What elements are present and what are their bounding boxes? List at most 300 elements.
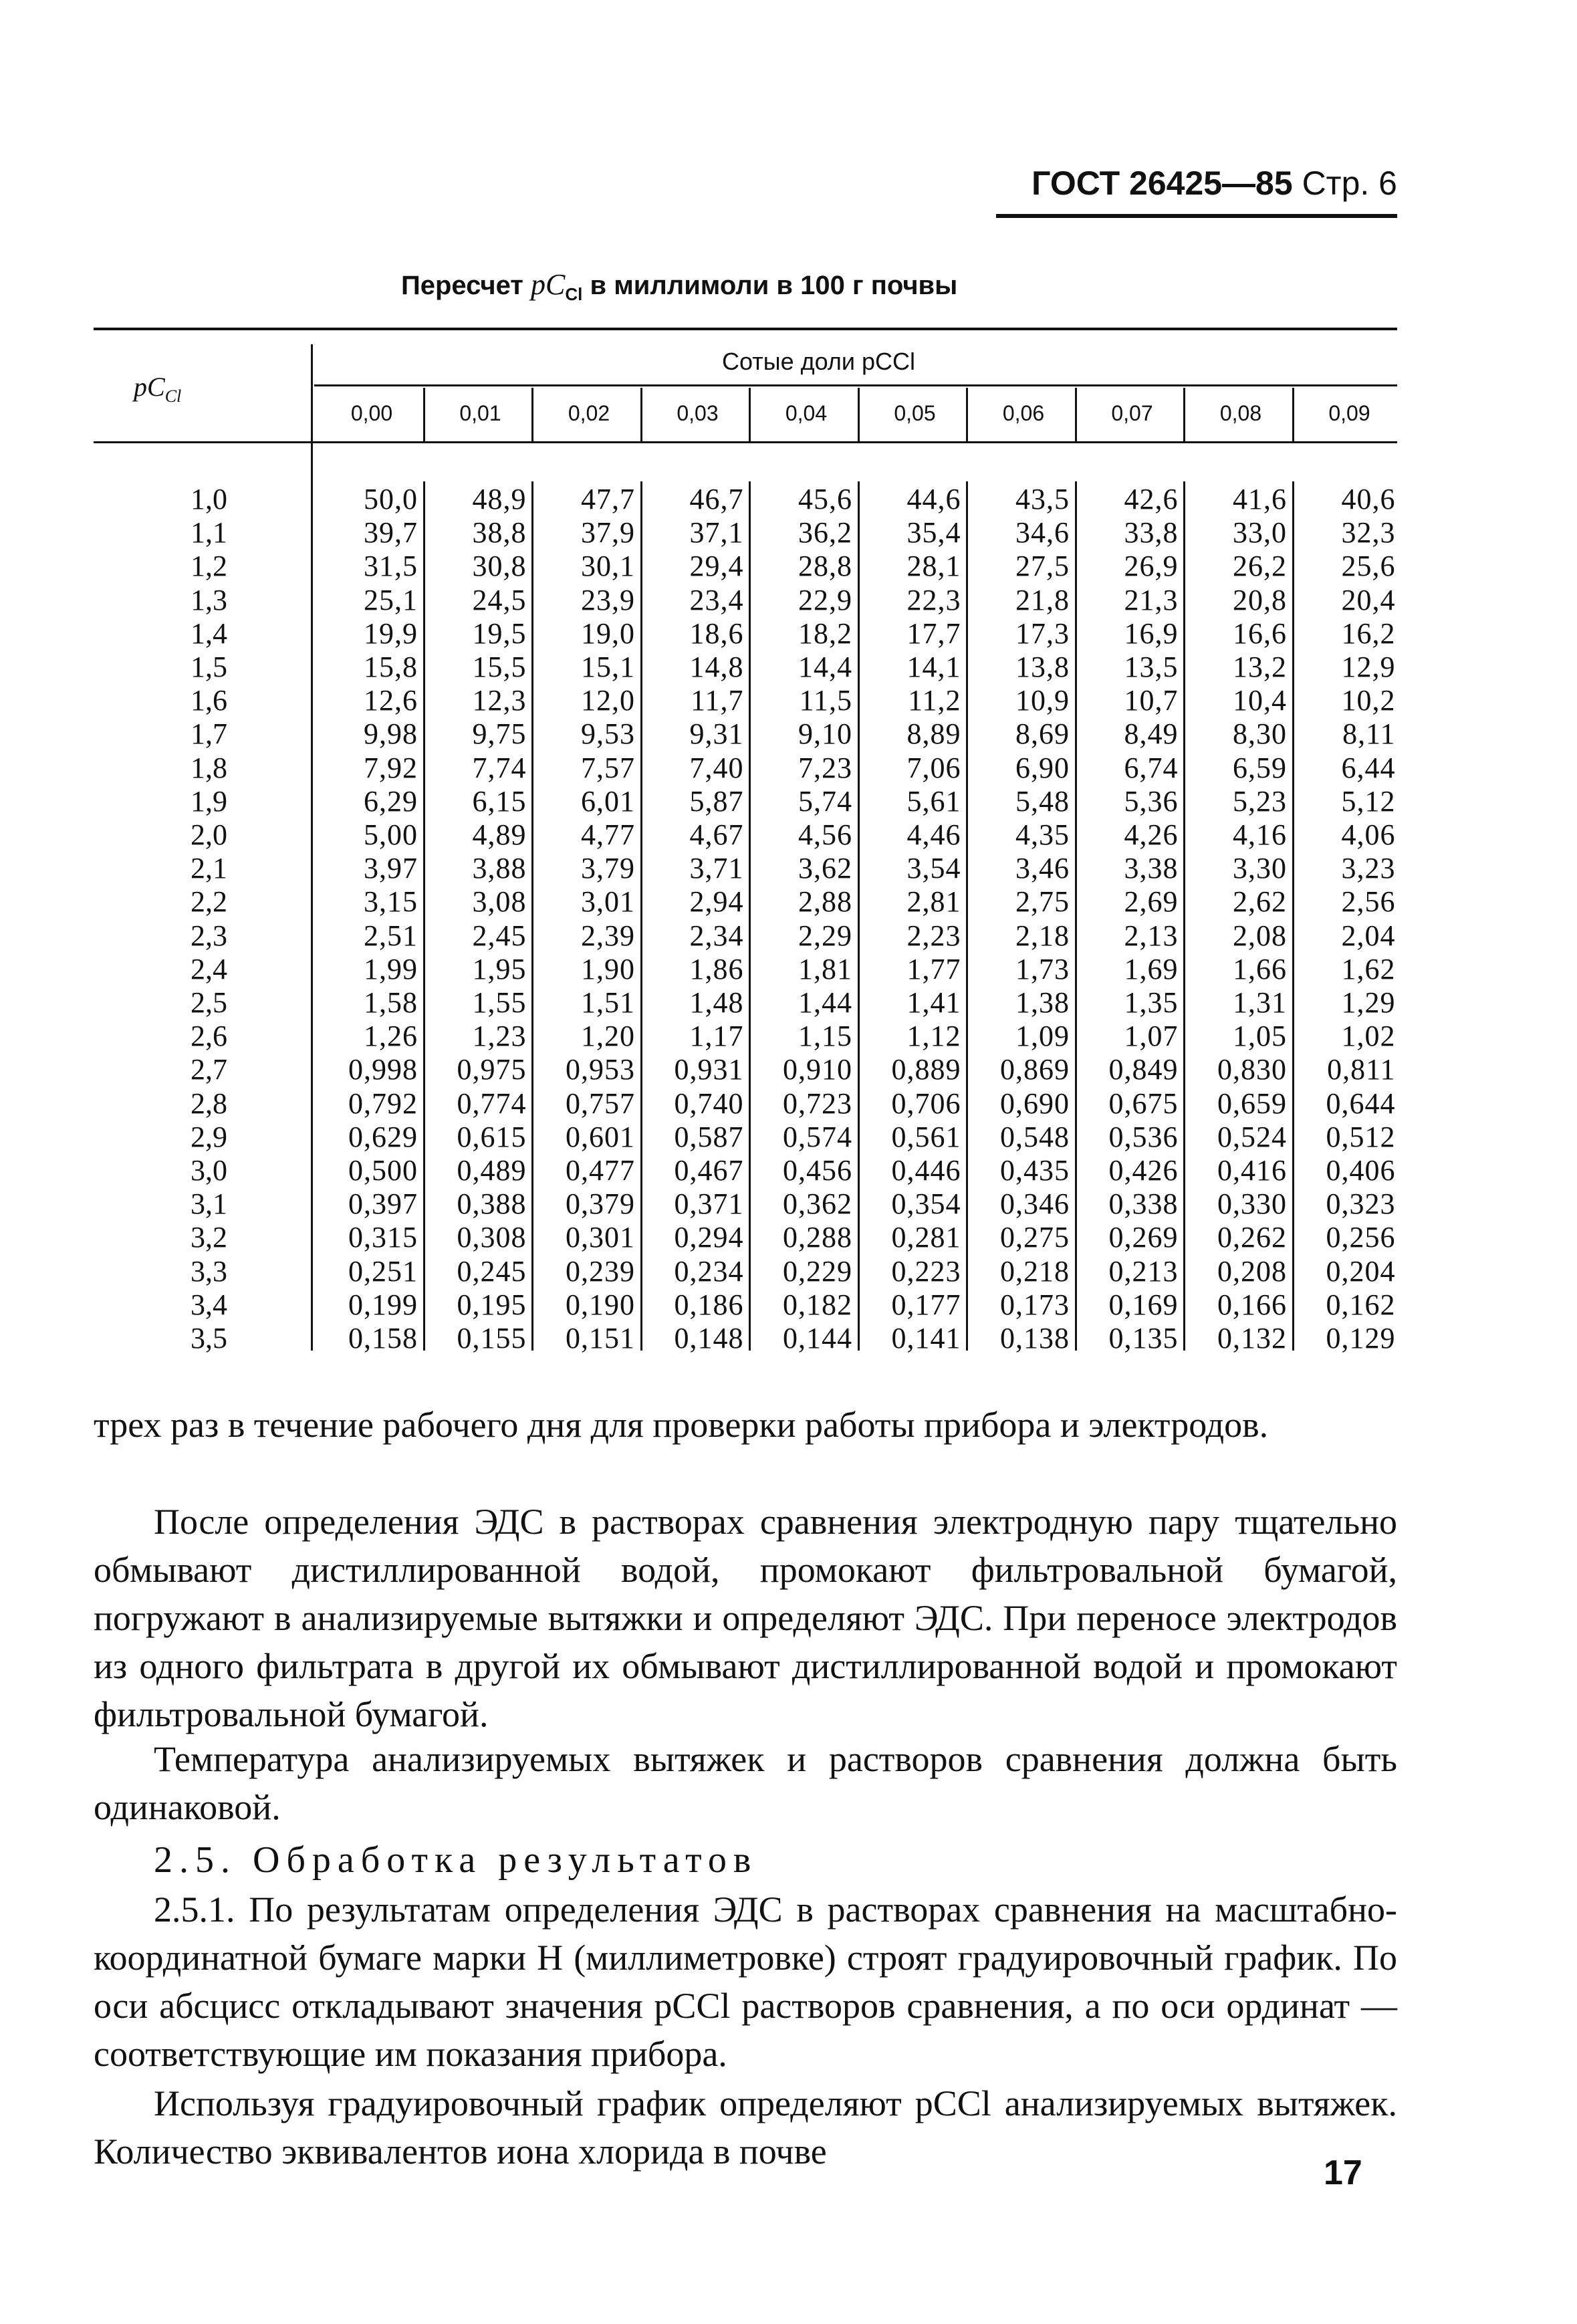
table-cell: 18,2 — [798, 616, 852, 650]
row-label: 1,1 — [191, 516, 227, 550]
table-cell: 0,239 — [566, 1254, 635, 1288]
table-cell: 0,931 — [674, 1053, 744, 1086]
table-cell: 5,36 — [1124, 784, 1179, 818]
table-cell: 0,830 — [1217, 1053, 1287, 1086]
table-cell: 1,12 — [906, 1020, 961, 1053]
row-label: 3,1 — [191, 1187, 227, 1221]
caption-subscript: Cl — [565, 284, 583, 304]
paragraph-5 — [94, 2079, 1397, 2176]
table-cell: 2,18 — [1015, 919, 1070, 952]
table-cell: 13,2 — [1233, 651, 1287, 683]
table-cell: 3,15 — [364, 885, 418, 919]
table-cell: 1,99 — [364, 952, 418, 985]
caption-variable: pC — [531, 268, 566, 301]
table-cell: 5,87 — [689, 784, 744, 818]
table-cell: 9,98 — [364, 717, 418, 751]
table-cell: 4,46 — [906, 818, 961, 851]
table-cell: 0,129 — [1326, 1322, 1396, 1355]
table-cell: 47,7 — [581, 483, 635, 515]
table-cell: 19,5 — [472, 616, 527, 650]
table-cell: 2,08 — [1233, 919, 1287, 952]
table-cell: 0,388 — [457, 1187, 527, 1221]
table-cell: 0,208 — [1217, 1254, 1287, 1288]
table-cell: 30,1 — [581, 550, 635, 583]
table-cell: 5,48 — [1015, 784, 1070, 818]
table-cell: 0,477 — [566, 1154, 635, 1187]
table-cell: 3,54 — [906, 852, 961, 885]
table-cell: 3,88 — [472, 852, 527, 885]
table-cell: 0,757 — [566, 1086, 635, 1120]
table-cell: 21,8 — [1015, 583, 1070, 616]
table-cell: 5,61 — [906, 784, 961, 818]
table-cell: 0,548 — [1000, 1120, 1070, 1153]
table-cell: 0,512 — [1326, 1120, 1396, 1153]
table-cell: 28,8 — [798, 550, 852, 583]
table-cell: 37,1 — [689, 516, 744, 550]
table-cell: 45,6 — [798, 483, 852, 515]
table-cell: 16,6 — [1233, 616, 1287, 650]
table-cell: 0,173 — [1000, 1288, 1070, 1321]
table-cell: 7,74 — [472, 751, 527, 784]
table-cell: 1,90 — [581, 952, 635, 985]
table-cell: 0,177 — [891, 1288, 961, 1321]
row-label: 1,9 — [191, 784, 227, 818]
table-cell: 36,2 — [798, 516, 852, 550]
table-cell: 12,0 — [581, 684, 635, 717]
row-header — [134, 371, 181, 406]
table-cell: 41,6 — [1233, 483, 1287, 515]
table-cell: 1,07 — [1124, 1020, 1179, 1053]
paragraph-4 — [94, 1885, 1397, 2078]
row-label: 2,3 — [191, 919, 227, 952]
table-top-rule — [94, 328, 1397, 330]
table-cell: 0,262 — [1217, 1221, 1287, 1254]
table-cell: 0,723 — [783, 1086, 852, 1120]
table-cell: 3,08 — [472, 885, 527, 919]
table-cell: 11,7 — [691, 684, 744, 717]
table-cell: 0,199 — [348, 1288, 418, 1321]
table-cell: 0,186 — [674, 1288, 744, 1321]
table-cell: 0,406 — [1326, 1154, 1396, 1187]
table-cell: 17,7 — [906, 616, 961, 650]
row-label: 2,5 — [191, 986, 227, 1019]
row-label: 2,4 — [191, 952, 227, 985]
table-cell: 1,38 — [1015, 986, 1070, 1019]
table-cell: 4,06 — [1341, 818, 1396, 851]
standard-number: ГОСТ 26425—85 — [1032, 164, 1293, 202]
table-cell: 0,998 — [348, 1053, 418, 1086]
table-cell: 0,706 — [891, 1086, 961, 1120]
table-cell: 0,169 — [1108, 1288, 1179, 1321]
table-cell: 16,9 — [1124, 616, 1179, 650]
table-cell: 0,615 — [457, 1120, 527, 1153]
table-cell: 2,88 — [798, 885, 852, 919]
row-label-divider — [311, 344, 313, 1351]
page-number: 17 — [1324, 2154, 1362, 2192]
table-cell: 3,30 — [1233, 852, 1287, 885]
table-cell: 4,67 — [689, 818, 744, 851]
table-cell: 0,162 — [1326, 1288, 1396, 1321]
column-header: 0,02 — [568, 401, 610, 425]
row-label: 2,7 — [191, 1053, 227, 1086]
column-header: 0,07 — [1111, 401, 1153, 425]
table-cell: 6,59 — [1233, 751, 1287, 784]
table-cell: 16,2 — [1341, 616, 1396, 650]
table-cell: 33,0 — [1233, 516, 1287, 550]
row-label: 3,0 — [191, 1154, 227, 1187]
table-cell: 10,4 — [1233, 684, 1287, 717]
table-cell: 30,8 — [472, 550, 527, 583]
table-cell: 1,77 — [906, 952, 961, 985]
paragraph-2-text: После определения ЭДС в растворах сравнения электродную пару тщательно обмывают дистиллированной водой, промокают фильтровальной бумагой, погружают в анализируемые вытяжки и определяют ЭДС. При переносе электродов из одного фильтрата в другой их обмывают дистиллированной водой и промокают фильтровальной бумагой. — [94, 1502, 1397, 1734]
table-cell: 35,4 — [906, 516, 961, 550]
table-cell: 2,13 — [1124, 919, 1179, 952]
table-cell: 4,16 — [1233, 818, 1287, 851]
table-cell: 1,02 — [1341, 1020, 1396, 1053]
table-cell: 3,01 — [581, 885, 635, 919]
table-cell: 2,62 — [1233, 885, 1287, 919]
table-cell: 2,04 — [1341, 919, 1396, 952]
table-cell: 1,17 — [689, 1020, 744, 1053]
table-cell: 27,5 — [1015, 550, 1070, 583]
table-cell: 12,9 — [1341, 651, 1396, 683]
table-cell: 22,9 — [798, 583, 852, 616]
table-cell: 0,416 — [1217, 1154, 1287, 1187]
row-label: 1,6 — [191, 684, 227, 717]
table-cell: 8,89 — [906, 717, 961, 751]
row-label: 2,9 — [191, 1120, 227, 1153]
table-cell: 2,29 — [798, 919, 852, 952]
table-cell: 0,397 — [348, 1187, 418, 1221]
table-cell: 1,09 — [1015, 1020, 1070, 1053]
table-cell: 0,213 — [1108, 1254, 1179, 1288]
table-cell: 0,587 — [674, 1120, 744, 1153]
table-cell: 0,301 — [566, 1221, 635, 1254]
table-cell: 4,89 — [472, 818, 527, 851]
table-cell: 9,10 — [798, 717, 852, 751]
table-cell: 6,29 — [364, 784, 418, 818]
table-cell: 0,574 — [783, 1120, 852, 1153]
table-cell: 2,51 — [364, 919, 418, 952]
row-label: 1,8 — [191, 751, 227, 784]
table-cell: 7,57 — [581, 751, 635, 784]
table-cell: 17,3 — [1015, 616, 1070, 650]
table-cell: 14,4 — [798, 651, 852, 683]
table-cell: 15,1 — [581, 651, 635, 683]
table-cell: 2,75 — [1015, 885, 1070, 919]
table-cell: 5,74 — [798, 784, 852, 818]
column-header: 0,08 — [1219, 401, 1262, 425]
table-cell: 12,3 — [472, 684, 527, 717]
table-cell: 3,46 — [1015, 852, 1070, 885]
table-cell: 0,166 — [1217, 1288, 1287, 1321]
table-cell: 1,73 — [1015, 952, 1070, 985]
row-label: 1,3 — [191, 583, 227, 616]
table-cell: 9,75 — [472, 717, 527, 751]
table-cell: 0,308 — [457, 1221, 527, 1254]
table-cell: 6,74 — [1124, 751, 1179, 784]
table-cell: 1,48 — [689, 986, 744, 1019]
table-cell: 0,362 — [783, 1187, 852, 1221]
column-divider — [749, 388, 751, 441]
table-cell: 6,15 — [472, 784, 527, 818]
table-cell: 1,69 — [1124, 952, 1179, 985]
table-cell: 1,95 — [472, 952, 527, 985]
table-cell: 0,138 — [1000, 1322, 1070, 1355]
table-cell: 0,275 — [1000, 1221, 1070, 1254]
table-cell: 15,5 — [472, 651, 527, 683]
table-cell: 0,371 — [674, 1187, 744, 1221]
table-cell: 22,3 — [906, 583, 961, 616]
table-cell: 0,346 — [1000, 1187, 1070, 1221]
page-header — [996, 164, 1397, 203]
table-cell: 1,35 — [1124, 986, 1179, 1019]
table-cell: 18,6 — [689, 616, 744, 650]
row-label: 1,4 — [191, 616, 227, 650]
table-cell: 0,135 — [1108, 1322, 1179, 1355]
table-cell: 0,379 — [566, 1187, 635, 1221]
table-cell: 34,6 — [1015, 516, 1070, 550]
table-cell: 29,4 — [689, 550, 744, 583]
table-cell: 0,690 — [1000, 1086, 1070, 1120]
table-cell: 26,9 — [1124, 550, 1179, 583]
table-cell: 0,426 — [1108, 1154, 1179, 1187]
table-cell: 2,81 — [906, 885, 961, 919]
table-cell: 2,69 — [1124, 885, 1179, 919]
row-label: 3,2 — [191, 1221, 227, 1254]
table-cell: 5,12 — [1341, 784, 1396, 818]
row-label: 1,5 — [191, 651, 227, 683]
table-cell: 0,500 — [348, 1154, 418, 1187]
table-cell: 1,86 — [689, 952, 744, 985]
table-cell: 0,204 — [1326, 1254, 1396, 1288]
table-cell: 37,9 — [581, 516, 635, 550]
column-divider — [1075, 388, 1077, 441]
table-cell: 32,3 — [1341, 516, 1396, 550]
table-cell: 3,97 — [364, 852, 418, 885]
table-cell: 9,53 — [581, 717, 635, 751]
table-cell: 24,5 — [472, 583, 527, 616]
table-cell: 7,06 — [906, 751, 961, 784]
table-cell: 0,245 — [457, 1254, 527, 1288]
row-label: 1,7 — [191, 717, 227, 751]
table-cell: 0,811 — [1327, 1053, 1396, 1086]
column-divider — [1292, 388, 1294, 441]
table-cell: 0,144 — [783, 1322, 852, 1355]
table-cell: 0,141 — [891, 1322, 961, 1355]
table-cell: 0,281 — [891, 1221, 961, 1254]
table-cell: 8,30 — [1233, 717, 1287, 751]
table-cell: 0,294 — [674, 1221, 744, 1254]
table-cell: 12,6 — [364, 684, 418, 717]
table-cell: 20,8 — [1233, 583, 1287, 616]
table-cell: 1,15 — [798, 1020, 852, 1053]
table-cell: 5,00 — [364, 818, 418, 851]
table-cell: 0,467 — [674, 1154, 744, 1187]
paragraph-5-text: Используя градуировочный график определяют pCCl анализируемых вытяжек. Количество эквивалентов иона хлорида в почве — [94, 2083, 1397, 2172]
table-cell: 43,5 — [1015, 483, 1070, 515]
table-cell: 3,38 — [1124, 852, 1179, 885]
table-cell: 0,256 — [1326, 1221, 1396, 1254]
row-header-sub: Cl — [164, 386, 182, 406]
table-cell: 23,9 — [581, 583, 635, 616]
paragraph-3-text: Температура анализируемых вытяжек и растворов сравнения должна быть одинаковой. — [94, 1739, 1397, 1827]
table-cell: 0,953 — [566, 1053, 635, 1086]
table-cell: 31,5 — [364, 550, 418, 583]
table-cell: 3,79 — [581, 852, 635, 885]
table-cell: 1,62 — [1341, 952, 1396, 985]
table-header-bottom-rule — [94, 441, 1397, 443]
table-cell: 10,2 — [1341, 684, 1396, 717]
table-cell: 25,6 — [1341, 550, 1396, 583]
column-divider — [1183, 388, 1185, 441]
column-header: 0,03 — [677, 401, 719, 425]
table-cell: 0,869 — [1000, 1053, 1070, 1086]
table-cell: 3,62 — [798, 852, 852, 885]
table-cell: 7,40 — [689, 751, 744, 784]
table-cell: 0,629 — [348, 1120, 418, 1153]
column-header: 0,00 — [350, 401, 393, 425]
table-cell: 20,4 — [1341, 583, 1396, 616]
table-cell: 19,0 — [581, 616, 635, 650]
table-cell: 5,23 — [1233, 784, 1287, 818]
table-cell: 33,8 — [1124, 516, 1179, 550]
table-cell: 14,1 — [906, 651, 961, 683]
table-cell: 40,6 — [1341, 483, 1396, 515]
table-cell: 21,3 — [1124, 583, 1179, 616]
table-cell: 0,849 — [1108, 1053, 1179, 1086]
table-cell: 1,29 — [1341, 986, 1396, 1019]
section-heading: 2.5. Обработка результатов — [154, 1839, 758, 1881]
table-cell: 0,644 — [1326, 1086, 1396, 1120]
table-cell: 1,20 — [581, 1020, 635, 1053]
table-cell: 6,01 — [581, 784, 635, 818]
paragraph-3 — [94, 1735, 1397, 1831]
table-cell: 0,190 — [566, 1288, 635, 1321]
table-caption — [401, 267, 1203, 305]
table-cell: 3,23 — [1341, 852, 1396, 885]
table-cell: 1,41 — [906, 986, 961, 1019]
table-cell: 42,6 — [1124, 483, 1179, 515]
row-label: 1,0 — [191, 483, 227, 515]
header-rule — [996, 214, 1397, 218]
column-header: 0,01 — [459, 401, 501, 425]
table-cell: 7,23 — [798, 751, 852, 784]
table-cell: 0,195 — [457, 1288, 527, 1321]
table-cell: 0,158 — [348, 1322, 418, 1355]
table-cell: 0,132 — [1217, 1322, 1287, 1355]
table-cell: 25,1 — [364, 583, 418, 616]
table-cell: 0,601 — [566, 1120, 635, 1153]
table-cell: 0,910 — [783, 1053, 852, 1086]
table-cell: 0,561 — [891, 1120, 961, 1153]
table-cell: 1,05 — [1233, 1020, 1287, 1053]
paragraph-4-text: 2.5.1. По результатам определения ЭДС в растворах сравнения на масштабно-координатной бумаге марки Н (миллиметровке) строят градуировочный график. По оси абсцисс откладывают значения pCCl растворов сравнения, а по оси ординат — соответствующие им показания прибора. — [94, 1889, 1397, 2074]
table-cell: 39,7 — [364, 516, 418, 550]
table-cell: 15,8 — [364, 651, 418, 683]
column-header: 0,09 — [1328, 401, 1370, 425]
table-cell: 1,23 — [472, 1020, 527, 1053]
table-cell: 0,435 — [1000, 1154, 1070, 1187]
table-cell: 0,330 — [1217, 1187, 1287, 1221]
table-cell: 38,8 — [472, 516, 527, 550]
table-cell: 1,55 — [472, 986, 527, 1019]
table-cell: 0,148 — [674, 1322, 744, 1355]
table-cell: 2,34 — [689, 919, 744, 952]
table-cell: 1,58 — [364, 986, 418, 1019]
table-cell: 0,489 — [457, 1154, 527, 1187]
table-cell: 0,659 — [1217, 1086, 1287, 1120]
table-cell: 1,26 — [364, 1020, 418, 1053]
table-cell: 50,0 — [364, 483, 418, 515]
table-cell: 2,23 — [906, 919, 961, 952]
table-cell: 48,9 — [472, 483, 527, 515]
table-cell: 13,8 — [1015, 651, 1070, 683]
table-cell: 7,92 — [364, 751, 418, 784]
table-cell: 14,8 — [689, 651, 744, 683]
column-header: 0,06 — [1002, 401, 1045, 425]
table-cell: 0,774 — [457, 1086, 527, 1120]
table-cell: 8,11 — [1342, 717, 1396, 751]
table-cell: 0,151 — [566, 1322, 635, 1355]
table-cell: 23,4 — [689, 583, 744, 616]
table-cell: 4,35 — [1015, 818, 1070, 851]
table-cell: 11,5 — [799, 684, 852, 717]
paragraph-1: трех раз в течение рабочего дня для проверки работы прибора и электродов. — [94, 1405, 1269, 1445]
paragraph-2 — [94, 1498, 1397, 1738]
table-cell: 0,269 — [1108, 1221, 1179, 1254]
table-cell: 0,223 — [891, 1254, 961, 1288]
table-cell: 8,69 — [1015, 717, 1070, 751]
table-subheader-rule — [314, 384, 1397, 386]
table-cell: 0,536 — [1108, 1120, 1179, 1153]
table-cell: 0,792 — [348, 1086, 418, 1120]
table-cell: 0,234 — [674, 1254, 744, 1288]
row-header-var: pC — [134, 372, 165, 402]
column-divider — [966, 388, 968, 441]
table-cell: 4,77 — [581, 818, 635, 851]
table-cell: 0,182 — [783, 1288, 852, 1321]
caption-text-1: Пересчет — [401, 271, 523, 300]
row-label: 2,6 — [191, 1020, 227, 1053]
table-cell: 0,288 — [783, 1221, 852, 1254]
table-cell: 0,524 — [1217, 1120, 1287, 1153]
column-divider — [640, 388, 642, 441]
table-cell: 6,90 — [1015, 751, 1070, 784]
table-cell: 1,31 — [1233, 986, 1287, 1019]
table-cell: 0,315 — [348, 1221, 418, 1254]
row-label: 3,3 — [191, 1254, 227, 1288]
table-cell: 2,45 — [472, 919, 527, 952]
column-header: 0,05 — [894, 401, 936, 425]
table-cell: 0,446 — [891, 1154, 961, 1187]
row-label: 3,5 — [191, 1322, 227, 1355]
table-cell: 0,456 — [783, 1154, 852, 1187]
group-header: Сотые доли pCCl — [722, 348, 915, 375]
table-cell: 0,338 — [1108, 1187, 1179, 1221]
table-cell: 46,7 — [689, 483, 744, 515]
table-cell: 2,94 — [689, 885, 744, 919]
table-cell: 44,6 — [906, 483, 961, 515]
row-label: 2,1 — [191, 852, 227, 885]
table-cell: 19,9 — [364, 616, 418, 650]
table-cell: 1,66 — [1233, 952, 1287, 985]
table-cell: 0,889 — [891, 1053, 961, 1086]
table-cell: 1,44 — [798, 986, 852, 1019]
table-cell: 0,675 — [1108, 1086, 1179, 1120]
table-cell: 0,155 — [457, 1322, 527, 1355]
table-cell: 10,7 — [1124, 684, 1179, 717]
